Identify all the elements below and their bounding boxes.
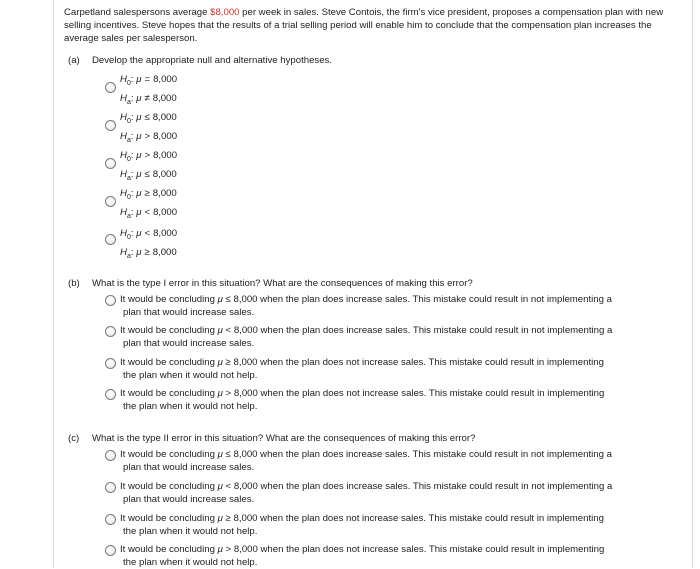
part-b-option-3-text: It would be concluding μ ≥ 8,000 when the plan does not increase sales. This mistake could result in implementing the plan when it would not help.: [120, 357, 604, 381]
part-c-option-4-text: It would be concluding μ > 8,000 when the plan does not increase sales. This mistake could result in implementing the plan when it would not help.: [120, 544, 605, 568]
part-b-letter: (b): [68, 278, 80, 289]
part-c-option-3-radio[interactable]: [105, 514, 116, 525]
alternative-hypothesis: $H_a$: μ > 8,000: [120, 131, 178, 145]
part-c-option-4-radio[interactable]: [105, 545, 116, 556]
part-a-question: [68, 55, 332, 66]
part-b-option-2-text: It would be concluding μ < 8,000 when the plan does increase sales. This mistake could result in not implementing a plan that would increase sales.: [120, 325, 613, 349]
alternative-hypothesis: $H_a$: μ ≥ 8,000: [120, 247, 177, 261]
part-b-option-4-radio[interactable]: [105, 389, 116, 400]
part-c-text: What is the type II error in this situation? What are the consequences of making this error?: [92, 433, 476, 444]
sales-amount: $8,000: [210, 7, 240, 18]
null-hypothesis: $H_0$: μ ≤ 8,000: [120, 112, 177, 125]
part-c-option-2-radio[interactable]: [105, 482, 116, 493]
part-a-option-1-hypotheses: [120, 72, 177, 111]
part-a-option-4-hypotheses: [120, 186, 177, 225]
part-a-text: Develop the appropriate null and alternative hypotheses.: [92, 55, 333, 66]
part-a-option-3-hypotheses: [120, 148, 177, 187]
part-c-option-2-text: It would be concluding μ < 8,000 when the plan does increase sales. This mistake could result in not implementing a plan that would increase sales.: [120, 481, 613, 505]
part-a-option-2-radio[interactable]: [105, 120, 116, 131]
problem-statement: [64, 6, 664, 45]
null-hypothesis: $H_0$: μ > 8,000: [120, 150, 178, 163]
part-c-option-3-text: It would be concluding μ ≥ 8,000 when the plan does not increase sales. This mistake could result in implementing the plan when it would not help.: [120, 513, 604, 537]
part-b-option-2-radio[interactable]: [105, 326, 116, 337]
null-hypothesis: $H_0$: μ ≥ 8,000: [120, 188, 177, 201]
part-b-text: What is the type I error in this situation? What are the consequences of making this error?: [92, 278, 473, 289]
part-b-question: [68, 278, 473, 289]
null-hypothesis: $H_0$: μ < 8,000: [120, 228, 178, 241]
alternative-hypothesis: $H_a$: μ ≤ 8,000: [120, 169, 177, 183]
part-b-option-3-radio[interactable]: [105, 358, 116, 369]
part-b-option-1-text: It would be concluding μ ≤ 8,000 when the plan does increase sales. This mistake could result in not implementing a plan that would increase sales.: [120, 294, 612, 318]
part-c-option-1-radio[interactable]: [105, 450, 116, 461]
part-a-option-3-radio[interactable]: [105, 158, 116, 169]
part-b-option-1-radio[interactable]: [105, 295, 116, 306]
part-a-option-1-radio[interactable]: [105, 82, 116, 93]
part-a-option-5-radio[interactable]: [105, 234, 116, 245]
part-a-option-2-hypotheses: [120, 110, 177, 149]
part-c-option-1-text: It would be concluding μ ≤ 8,000 when the plan does increase sales. This mistake could result in not implementing a plan that would increase sales.: [120, 449, 612, 473]
part-c-question: [68, 433, 475, 444]
part-c-letter: (c): [68, 433, 80, 444]
null-hypothesis: $H_0$: μ = 8,000: [120, 74, 178, 87]
alternative-hypothesis: $H_a$: μ < 8,000: [120, 207, 178, 221]
intro-text-2: per week in sales. Steve Contois, the firm's vice president, proposes a compensation plan with new selling incentives. Steve hopes that the results of a trial selling period will enable him to conclude that the compensation plan increases the average sales per salesperson.: [64, 7, 664, 44]
part-a-option-4-radio[interactable]: [105, 196, 116, 207]
part-a-option-5-hypotheses: [120, 226, 177, 265]
alternative-hypothesis: $H_a$: μ ≠ 8,000: [120, 93, 177, 107]
part-b-option-4-text: It would be concluding μ > 8,000 when the plan does not increase sales. This mistake could result in implementing the plan when it would not help.: [120, 388, 605, 412]
intro-text-1: Carpetland salespersons average: [64, 7, 211, 18]
part-a-letter: (a): [68, 55, 80, 66]
